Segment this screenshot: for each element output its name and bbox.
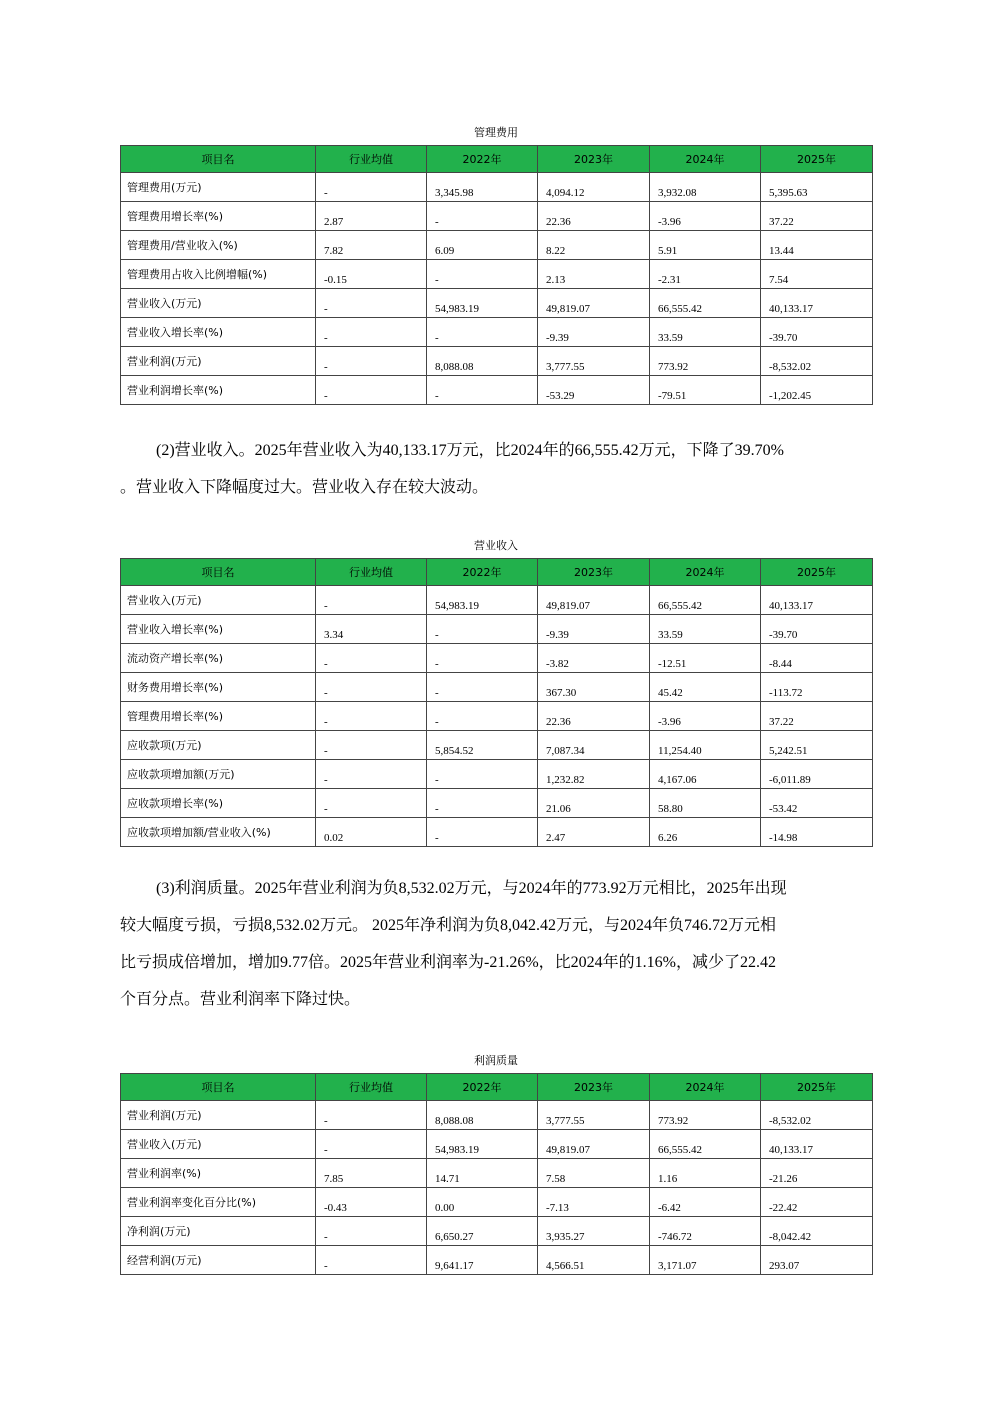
table-row — [121, 1217, 873, 1246]
table-cell: 54,983.19 — [427, 1130, 538, 1159]
table-cell: 7,087.34 — [538, 731, 650, 760]
paragraph-line: 。营业收入下降幅度过大。营业收入存在较大波动。 — [120, 479, 489, 496]
table-cell: 33.59 — [650, 318, 761, 347]
table-cell: -0.15 — [316, 260, 427, 289]
table-cell: 773.92 — [650, 1101, 761, 1130]
row-label: 营业收入(万元) — [121, 1130, 316, 1159]
table-cell: 45.42 — [650, 673, 761, 702]
table-cell: 3,777.55 — [538, 347, 650, 376]
table-cell: 4,094.12 — [538, 173, 650, 202]
table-cell: - — [427, 615, 538, 644]
table-cell: -3.96 — [650, 202, 761, 231]
table-cell: 6.09 — [427, 231, 538, 260]
column-header: 2022年 — [427, 1074, 538, 1101]
column-header: 2024年 — [650, 1074, 761, 1101]
table-cell: -39.70 — [761, 318, 873, 347]
column-header: 2022年 — [427, 146, 538, 173]
table-caption: 管理费用 — [474, 126, 518, 139]
paragraph-line: (3)利润质量。2025年营业利润为负8,532.02万元，与2024年的773.92万元相比，2025年出现 — [156, 880, 787, 897]
table-cell: 37.22 — [761, 202, 873, 231]
row-label: 应收款项增加额/营业收入(%) — [121, 818, 316, 847]
row-label: 营业利润率(%) — [121, 1159, 316, 1188]
table-header-row — [121, 1074, 873, 1101]
paragraph-line: (2)营业收入。2025年营业收入为40,133.17万元，比2024年的66,555.42万元，下降了39.70% — [156, 442, 784, 459]
row-label: 营业收入(万元) — [121, 289, 316, 318]
table-cell: 21.06 — [538, 789, 650, 818]
table-cell: 58.80 — [650, 789, 761, 818]
table-cell: 3.34 — [316, 615, 427, 644]
table-cell: 7.82 — [316, 231, 427, 260]
table-cell: 66,555.42 — [650, 289, 761, 318]
column-header: 2022年 — [427, 559, 538, 586]
table-cell: -53.29 — [538, 376, 650, 405]
table-cell: -9.39 — [538, 318, 650, 347]
table-row — [121, 818, 873, 847]
table-row — [121, 1101, 873, 1130]
table-cell: -79.51 — [650, 376, 761, 405]
row-label: 流动资产增长率(%) — [121, 644, 316, 673]
table-row — [121, 347, 873, 376]
table-cell: - — [316, 376, 427, 405]
table-row — [121, 260, 873, 289]
row-label: 营业收入增长率(%) — [121, 318, 316, 347]
table-cell: -6.42 — [650, 1188, 761, 1217]
table-cell: - — [316, 789, 427, 818]
table-header-row — [121, 559, 873, 586]
table-cell: 13.44 — [761, 231, 873, 260]
table-cell: - — [427, 673, 538, 702]
row-label: 净利润(万元) — [121, 1217, 316, 1246]
table-cell: - — [427, 818, 538, 847]
table-profit-quality — [120, 1073, 873, 1275]
table-cell: -2.31 — [650, 260, 761, 289]
table-cell: - — [316, 347, 427, 376]
table-row — [121, 789, 873, 818]
table-cell: - — [316, 1246, 427, 1275]
table-cell: - — [316, 1101, 427, 1130]
table-row — [121, 644, 873, 673]
row-label: 经营利润(万元) — [121, 1246, 316, 1275]
table-cell: 0.00 — [427, 1188, 538, 1217]
table-cell: 66,555.42 — [650, 1130, 761, 1159]
table-row — [121, 1188, 873, 1217]
table-cell: -14.98 — [761, 818, 873, 847]
table-cell: 4,566.51 — [538, 1246, 650, 1275]
table-cell: - — [427, 760, 538, 789]
table-row — [121, 289, 873, 318]
table-cell: 54,983.19 — [427, 289, 538, 318]
table-row — [121, 731, 873, 760]
row-label: 应收款项增长率(%) — [121, 789, 316, 818]
table-row — [121, 1159, 873, 1188]
table-cell: 4,167.06 — [650, 760, 761, 789]
table-cell: 33.59 — [650, 615, 761, 644]
table-row — [121, 202, 873, 231]
table-cell: -39.70 — [761, 615, 873, 644]
table-cell: - — [316, 289, 427, 318]
column-header: 2024年 — [650, 559, 761, 586]
table-cell: 293.07 — [761, 1246, 873, 1275]
table-cell: -8.44 — [761, 644, 873, 673]
table-row — [121, 586, 873, 615]
column-header: 2025年 — [761, 1074, 873, 1101]
table-row — [121, 673, 873, 702]
table-cell: - — [427, 644, 538, 673]
table-cell: - — [316, 702, 427, 731]
row-label: 应收款项(万元) — [121, 731, 316, 760]
table-cell: -1,202.45 — [761, 376, 873, 405]
row-label: 营业利润率变化百分比(%) — [121, 1188, 316, 1217]
row-label: 营业收入增长率(%) — [121, 615, 316, 644]
table-cell: 6.26 — [650, 818, 761, 847]
table-cell: - — [316, 673, 427, 702]
row-label: 管理费用占收入比例增幅(%) — [121, 260, 316, 289]
table-cell: 54,983.19 — [427, 586, 538, 615]
table-row — [121, 760, 873, 789]
table-header-row — [121, 146, 873, 173]
table-cell: - — [316, 318, 427, 347]
table-cell: - — [316, 1217, 427, 1246]
table-cell: 3,171.07 — [650, 1246, 761, 1275]
column-header: 2023年 — [538, 146, 650, 173]
table-cell: 22.36 — [538, 202, 650, 231]
table-cell: 5,854.52 — [427, 731, 538, 760]
column-header: 2025年 — [761, 146, 873, 173]
table-cell: -6,011.89 — [761, 760, 873, 789]
table-cell: - — [427, 260, 538, 289]
table-cell: -3.82 — [538, 644, 650, 673]
table-cell: 773.92 — [650, 347, 761, 376]
column-header: 行业均值 — [316, 559, 427, 586]
table-cell: 2.13 — [538, 260, 650, 289]
table-cell: - — [427, 789, 538, 818]
paragraph-revenue — [120, 432, 880, 506]
table-cell: -8,532.02 — [761, 1101, 873, 1130]
table-cell: -7.13 — [538, 1188, 650, 1217]
paragraph-profit-quality — [120, 870, 880, 1018]
table-cell: -21.26 — [761, 1159, 873, 1188]
row-label: 营业利润(万元) — [121, 347, 316, 376]
table-cell: 22.36 — [538, 702, 650, 731]
table-cell: - — [316, 1130, 427, 1159]
table-cell: - — [316, 644, 427, 673]
row-label: 管理费用/营业收入(%) — [121, 231, 316, 260]
table-cell: 5,395.63 — [761, 173, 873, 202]
table-cell: 40,133.17 — [761, 289, 873, 318]
table-row — [121, 231, 873, 260]
table-cell: - — [427, 376, 538, 405]
table-cell: -3.96 — [650, 702, 761, 731]
table-cell: 1,232.82 — [538, 760, 650, 789]
table-cell: 3,345.98 — [427, 173, 538, 202]
table-row — [121, 318, 873, 347]
paragraph-line: 较大幅度亏损，亏损8,532.02万元。 2025年净利润为负8,042.42万元，与2024年负746.72万元相 — [120, 917, 777, 934]
table-row — [121, 1246, 873, 1275]
row-label: 营业收入(万元) — [121, 586, 316, 615]
column-header: 2023年 — [538, 559, 650, 586]
row-label: 营业利润增长率(%) — [121, 376, 316, 405]
column-header: 行业均值 — [316, 146, 427, 173]
paragraph-line: 个百分点。营业利润率下降过快。 — [120, 991, 361, 1008]
table-cell: -113.72 — [761, 673, 873, 702]
table-caption: 营业收入 — [474, 539, 518, 552]
table-cell: 5.91 — [650, 231, 761, 260]
table-cell: 3,777.55 — [538, 1101, 650, 1130]
table-management-expense — [120, 145, 873, 405]
table-caption: 利润质量 — [474, 1054, 518, 1067]
table-cell: 40,133.17 — [761, 586, 873, 615]
table-cell: -12.51 — [650, 644, 761, 673]
table-cell: - — [427, 702, 538, 731]
table-row — [121, 173, 873, 202]
table-cell: 8.22 — [538, 231, 650, 260]
table-cell: 1.16 — [650, 1159, 761, 1188]
table-row — [121, 376, 873, 405]
column-header: 行业均值 — [316, 1074, 427, 1101]
row-label: 管理费用增长率(%) — [121, 202, 316, 231]
table-cell: -746.72 — [650, 1217, 761, 1246]
table-cell: 49,819.07 — [538, 1130, 650, 1159]
table-cell: 7.58 — [538, 1159, 650, 1188]
table-cell: 5,242.51 — [761, 731, 873, 760]
table-cell: 6,650.27 — [427, 1217, 538, 1246]
row-label: 财务费用增长率(%) — [121, 673, 316, 702]
table-cell: -53.42 — [761, 789, 873, 818]
column-header: 2025年 — [761, 559, 873, 586]
table-cell: 0.02 — [316, 818, 427, 847]
paragraph-line: 比亏损成倍增加，增加9.77倍。2025年营业利润率为-21.26%，比2024年的1.16%，减少了22.42 — [120, 954, 776, 971]
row-label: 营业利润(万元) — [121, 1101, 316, 1130]
table-cell: 49,819.07 — [538, 289, 650, 318]
row-label: 管理费用(万元) — [121, 173, 316, 202]
row-label: 管理费用增长率(%) — [121, 702, 316, 731]
column-header: 项目名 — [121, 1074, 316, 1101]
table-cell: 2.47 — [538, 818, 650, 847]
column-header: 项目名 — [121, 146, 316, 173]
table-cell: 37.22 — [761, 702, 873, 731]
table-cell: 49,819.07 — [538, 586, 650, 615]
table-cell: 40,133.17 — [761, 1130, 873, 1159]
table-cell: - — [427, 318, 538, 347]
table-row — [121, 1130, 873, 1159]
table-cell: 2.87 — [316, 202, 427, 231]
table-cell: 8,088.08 — [427, 1101, 538, 1130]
table-row — [121, 615, 873, 644]
row-label: 应收款项增加额(万元) — [121, 760, 316, 789]
table-revenue — [120, 558, 873, 847]
table-cell: 3,932.08 — [650, 173, 761, 202]
table-cell: 66,555.42 — [650, 586, 761, 615]
table-cell: -9.39 — [538, 615, 650, 644]
table-cell: 11,254.40 — [650, 731, 761, 760]
column-header: 2024年 — [650, 146, 761, 173]
column-header: 项目名 — [121, 559, 316, 586]
table-cell: - — [316, 173, 427, 202]
table-cell: - — [316, 731, 427, 760]
table-cell: - — [427, 202, 538, 231]
table-cell: 9,641.17 — [427, 1246, 538, 1275]
column-header: 2023年 — [538, 1074, 650, 1101]
table-row — [121, 702, 873, 731]
table-cell: - — [316, 586, 427, 615]
table-cell: 7.54 — [761, 260, 873, 289]
table-cell: 367.30 — [538, 673, 650, 702]
table-cell: 3,935.27 — [538, 1217, 650, 1246]
table-cell: -0.43 — [316, 1188, 427, 1217]
table-cell: 14.71 — [427, 1159, 538, 1188]
table-cell: -22.42 — [761, 1188, 873, 1217]
table-cell: 7.85 — [316, 1159, 427, 1188]
table-cell: -8,532.02 — [761, 347, 873, 376]
table-cell: - — [316, 760, 427, 789]
table-cell: 8,088.08 — [427, 347, 538, 376]
table-cell: -8,042.42 — [761, 1217, 873, 1246]
